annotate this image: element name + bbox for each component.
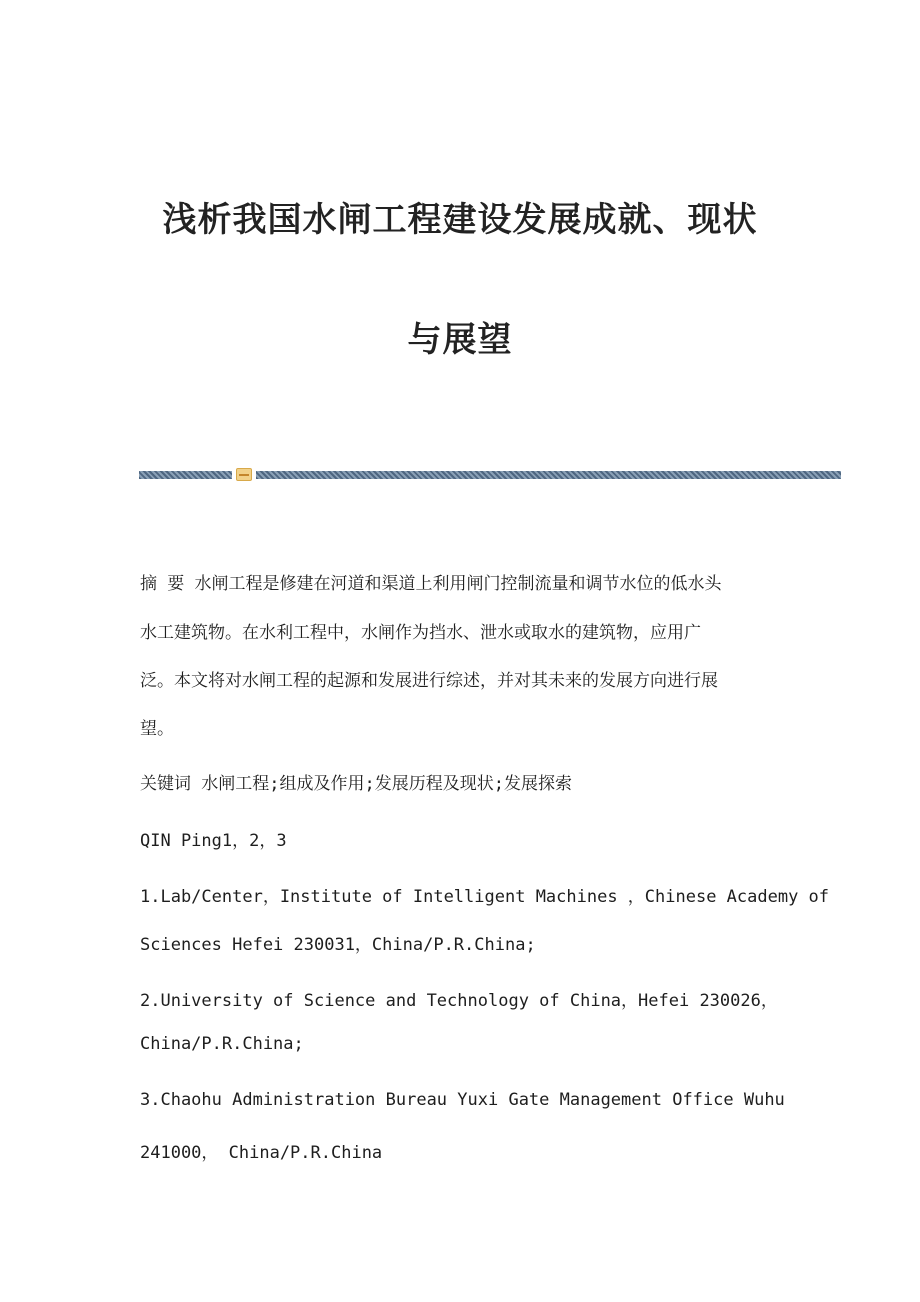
abstract-line-4: 望。 xyxy=(140,719,174,739)
affiliation-3-line-1: 3.Chaohu Administration Bureau Yuxi Gate Management Office Wuhu xyxy=(140,1090,785,1110)
affiliation-2-line-2: China/P.R.China; xyxy=(140,1034,304,1054)
page-title-line-1: 浅析我国水闸工程建设发展成就、现状 xyxy=(162,200,758,240)
abstract-line-2: 水工建筑物。在水利工程中，水闸作为挡水、泄水或取水的建筑物，应用广 xyxy=(140,623,701,643)
keywords: 关键词 水闸工程;组成及作用;发展历程及现状;发展探索 xyxy=(140,774,572,794)
divider-bar-right xyxy=(256,471,841,479)
author-name: QIN Ping1，2，3 xyxy=(140,831,287,851)
abstract-line-3: 泛。本文将对水闸工程的起源和发展进行综述，并对其未来的发展方向进行展 xyxy=(140,671,718,691)
affiliation-2-line-1: 2.University of Science and Technology of China，Hefei 230026， xyxy=(140,991,778,1011)
divider-bar-left xyxy=(139,471,232,479)
ornament-icon xyxy=(236,468,252,481)
affiliation-1-line-1: 1.Lab/Center，Institute of Intelligent Machines ，Chinese Academy of xyxy=(140,887,830,907)
abstract-line-1: 摘 要 水闸工程是修建在河道和渠道上利用闸门控制流量和调节水位的低水头 xyxy=(140,574,722,594)
affiliation-3-line-2: 241000， China/P.R.China xyxy=(140,1143,383,1163)
page-title-line-2: 与展望 xyxy=(407,320,513,360)
affiliation-1-line-2: Sciences Hefei 230031，China/P.R.China; xyxy=(140,935,536,955)
section-divider xyxy=(139,468,841,482)
